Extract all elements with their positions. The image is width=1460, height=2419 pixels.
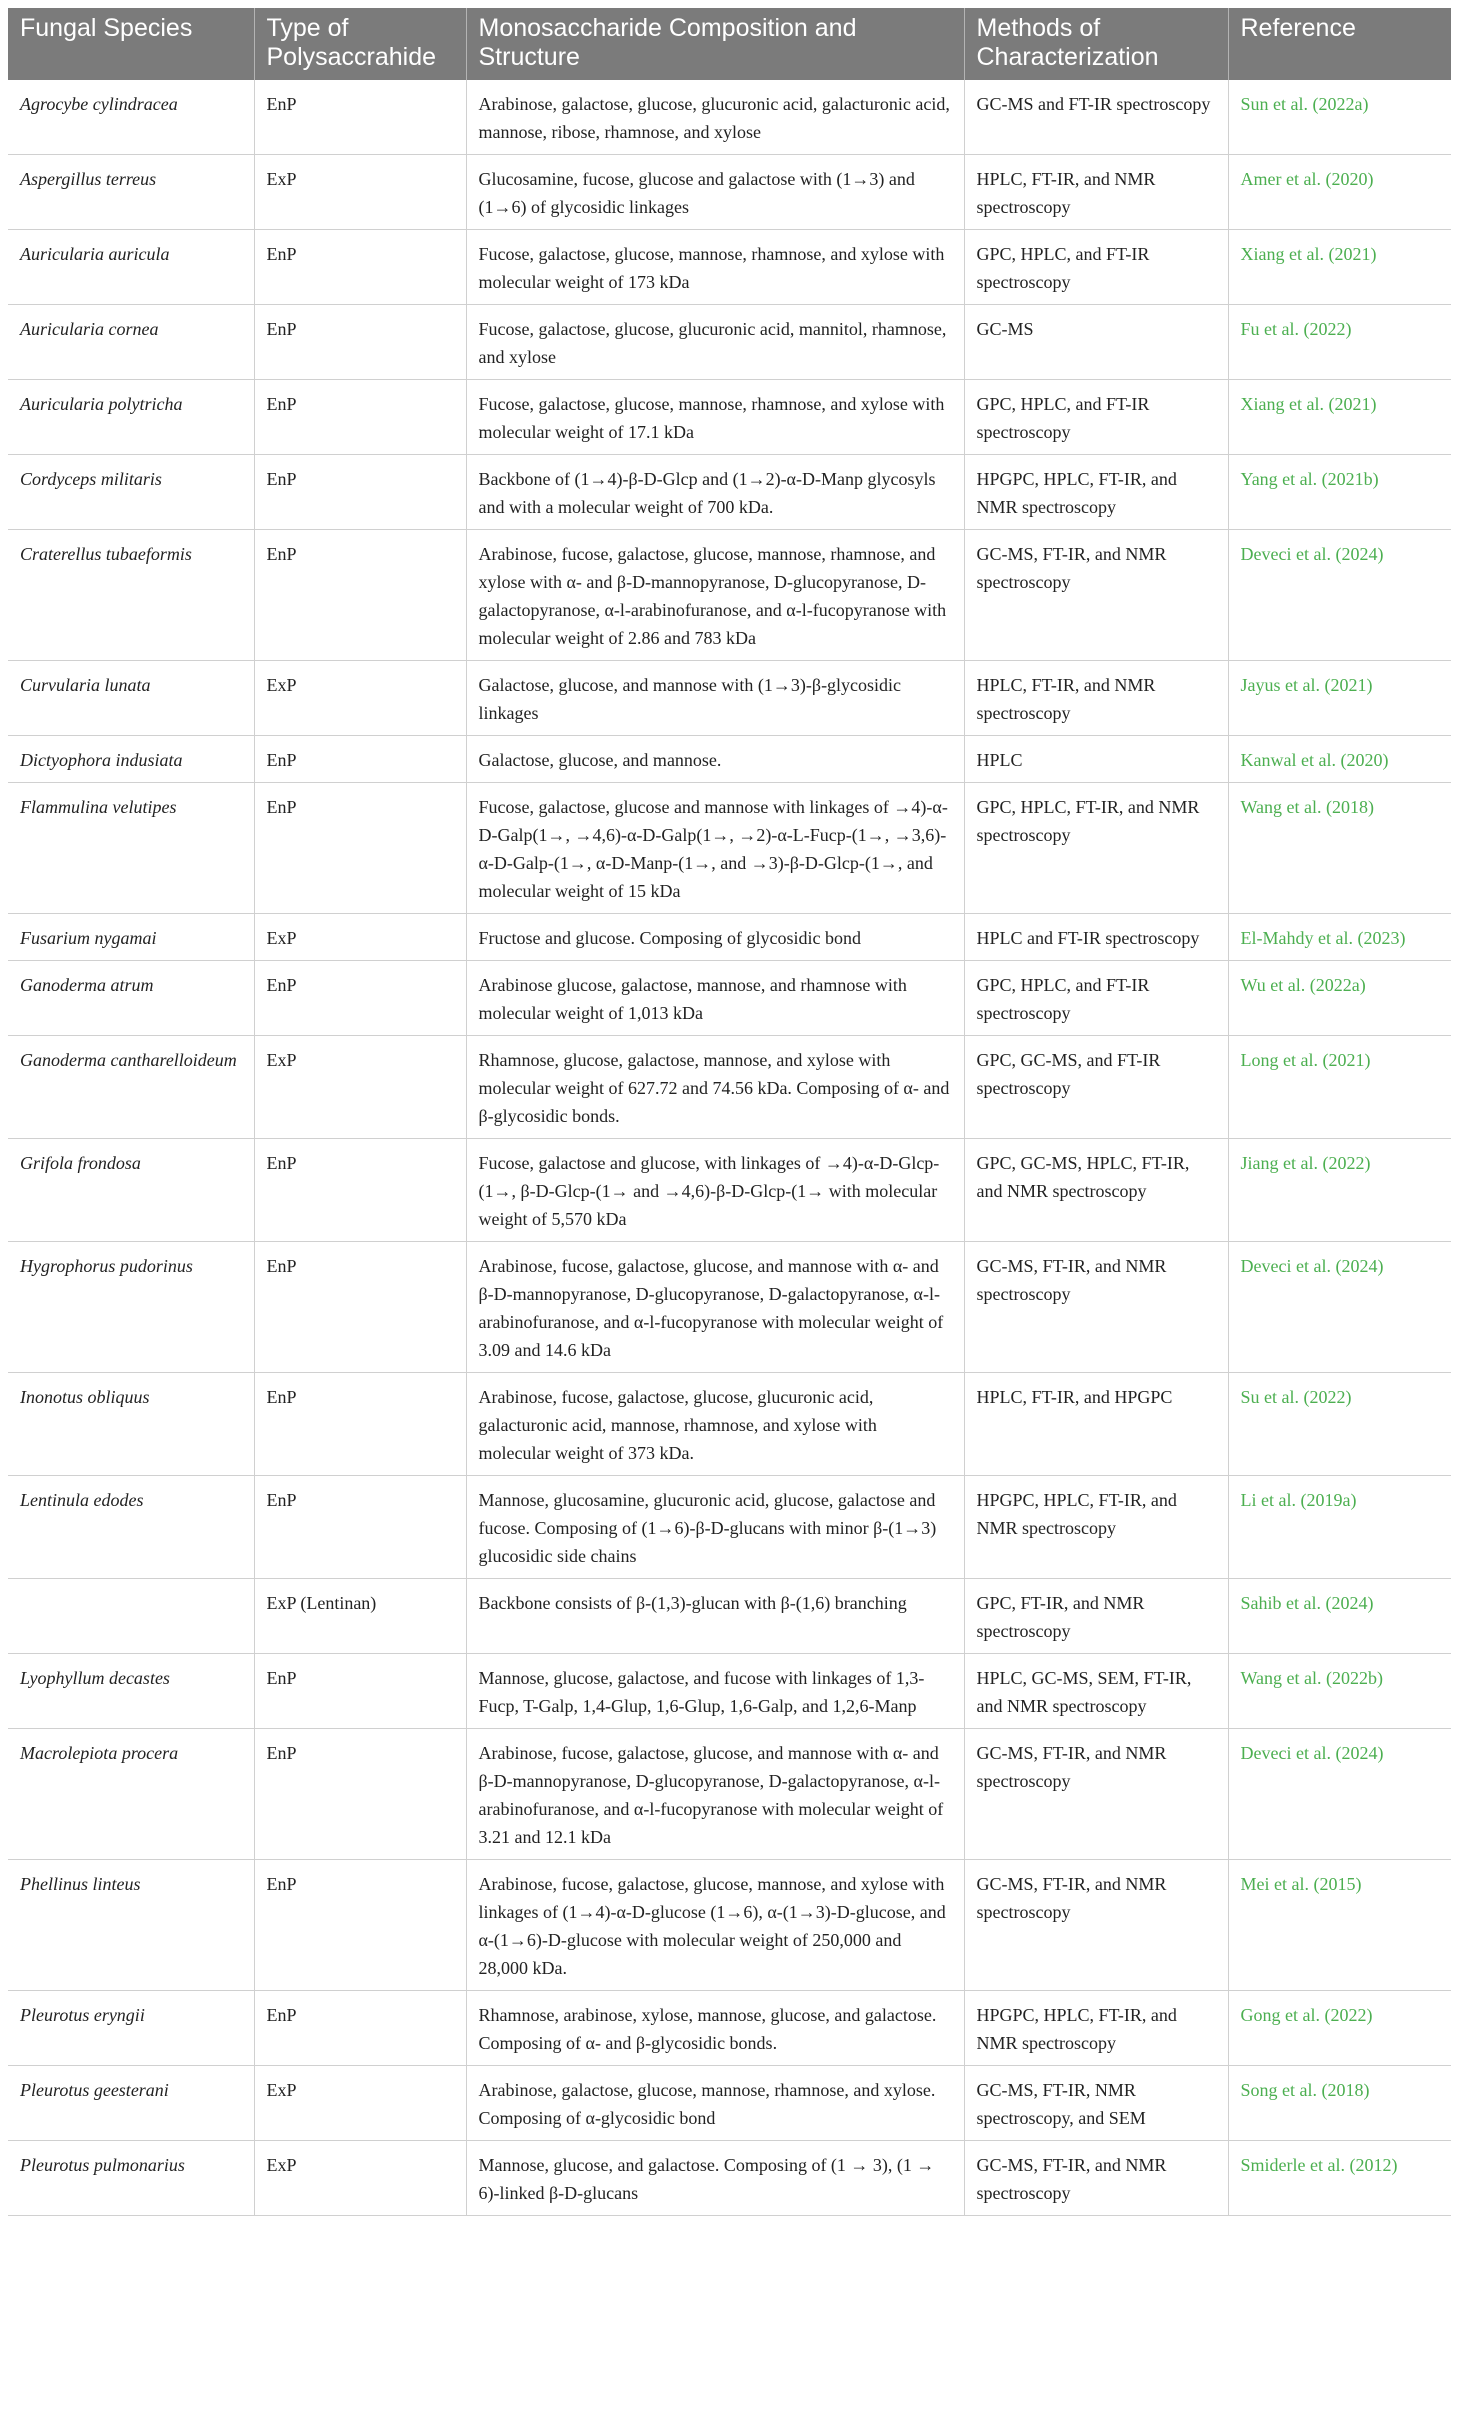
table-row xyxy=(8,530,1451,661)
cell-composition: Backbone of (1→4)-β-D-Glcp and (1→2)-α-D-Manp glycosyls and with a molecular weight of 700 kDa. xyxy=(466,455,964,530)
cell-species: Inonotus obliquus xyxy=(8,1373,254,1476)
cell-composition: Fucose, galactose, glucose, glucuronic acid, mannitol, rhamnose, and xylose xyxy=(466,305,964,380)
cell-type: ExP xyxy=(254,661,466,736)
table-header xyxy=(8,8,1451,80)
cell-composition: Arabinose, galactose, glucose, mannose, rhamnose, and xylose. Composing of α-glycosidic bond xyxy=(466,2066,964,2141)
cell-methods: GC-MS, FT-IR, NMR spectroscopy, and SEM xyxy=(964,2066,1228,2141)
cell-reference[interactable]: Sahib et al. (2024) xyxy=(1228,1579,1451,1654)
cell-methods: GPC, GC-MS, and FT-IR spectroscopy xyxy=(964,1036,1228,1139)
cell-type: EnP xyxy=(254,380,466,455)
header-composition: Monosaccharide Composition and Structure xyxy=(466,8,964,80)
table-row xyxy=(8,230,1451,305)
cell-reference[interactable]: Wang et al. (2022b) xyxy=(1228,1654,1451,1729)
cell-type: EnP xyxy=(254,530,466,661)
cell-type: EnP xyxy=(254,1373,466,1476)
cell-methods: GPC, HPLC, and FT-IR spectroscopy xyxy=(964,230,1228,305)
polysaccharide-table xyxy=(8,8,1451,2216)
cell-species: Dictyophora indusiata xyxy=(8,736,254,783)
table-row xyxy=(8,1654,1451,1729)
cell-methods: HPLC xyxy=(964,736,1228,783)
table-row xyxy=(8,661,1451,736)
cell-reference[interactable]: Xiang et al. (2021) xyxy=(1228,380,1451,455)
table-row xyxy=(8,2141,1451,2216)
table-row xyxy=(8,1579,1451,1654)
cell-species: Grifola frondosa xyxy=(8,1139,254,1242)
cell-type: EnP xyxy=(254,783,466,914)
cell-methods: GPC, HPLC, FT-IR, and NMR spectroscopy xyxy=(964,783,1228,914)
cell-composition: Fucose, galactose, glucose and mannose with linkages of →4)-α-D-Galp(1→, →4,6)-α-D-Galp(1→, →2)-α-L-Fucp-(1→, →3,6)-α-D-Galp-(1→, α-D-Manp-(1→, and →3)-β-D-Glcp-(1→, and molecular weight of 15 kDa xyxy=(466,783,964,914)
cell-reference[interactable]: Deveci et al. (2024) xyxy=(1228,1242,1451,1373)
table-row xyxy=(8,305,1451,380)
cell-methods: GPC, FT-IR, and NMR spectroscopy xyxy=(964,1579,1228,1654)
cell-reference[interactable]: Gong et al. (2022) xyxy=(1228,1991,1451,2066)
header-reference: Reference xyxy=(1228,8,1451,80)
cell-species: Hygrophorus pudorinus xyxy=(8,1242,254,1373)
cell-reference[interactable]: Jayus et al. (2021) xyxy=(1228,661,1451,736)
cell-species: Flammulina velutipes xyxy=(8,783,254,914)
cell-reference[interactable]: Song et al. (2018) xyxy=(1228,2066,1451,2141)
cell-methods: HPGPC, HPLC, FT-IR, and NMR spectroscopy xyxy=(964,455,1228,530)
cell-composition: Galactose, glucose, and mannose with (1→3)-β-glycosidic linkages xyxy=(466,661,964,736)
cell-type: EnP xyxy=(254,1860,466,1991)
table-row xyxy=(8,914,1451,961)
cell-species: Lyophyllum decastes xyxy=(8,1654,254,1729)
cell-composition: Arabinose glucose, galactose, mannose, and rhamnose with molecular weight of 1,013 kDa xyxy=(466,961,964,1036)
cell-species: Auricularia auricula xyxy=(8,230,254,305)
cell-reference[interactable]: Deveci et al. (2024) xyxy=(1228,1729,1451,1860)
cell-species: Lentinula edodes xyxy=(8,1476,254,1579)
cell-methods: HPLC, FT-IR, and NMR spectroscopy xyxy=(964,155,1228,230)
cell-type: ExP (Lentinan) xyxy=(254,1579,466,1654)
cell-reference[interactable]: Sun et al. (2022a) xyxy=(1228,80,1451,155)
cell-composition: Galactose, glucose, and mannose. xyxy=(466,736,964,783)
cell-type: EnP xyxy=(254,961,466,1036)
cell-type: EnP xyxy=(254,1654,466,1729)
cell-type: EnP xyxy=(254,230,466,305)
cell-composition: Arabinose, fucose, galactose, glucose, and mannose with α- and β-D-mannopyranose, D-glucopyranose, D-galactopyranose, α-l-arabinofuranose, and α-l-fucopyranose with molecular weight of 3.09 and 14.6 kDa xyxy=(466,1242,964,1373)
cell-species: Pleurotus eryngii xyxy=(8,1991,254,2066)
cell-methods: HPGPC, HPLC, FT-IR, and NMR spectroscopy xyxy=(964,1476,1228,1579)
cell-methods: GC-MS, FT-IR, and NMR spectroscopy xyxy=(964,1242,1228,1373)
cell-composition: Arabinose, fucose, galactose, glucose, mannose, and xylose with linkages of (1→4)-α-D-glucose (1→6), α-(1→3)-D-glucose, and α-(1→6)-D-glucose with molecular weight of 250,000 and 28,000 kDa. xyxy=(466,1860,964,1991)
cell-species: Ganoderma cantharelloideum xyxy=(8,1036,254,1139)
cell-reference[interactable]: Wu et al. (2022a) xyxy=(1228,961,1451,1036)
cell-methods: HPLC, FT-IR, and HPGPC xyxy=(964,1373,1228,1476)
cell-composition: Arabinose, fucose, galactose, glucose, and mannose with α- and β-D-mannopyranose, D-glucopyranose, D-galactopyranose, α-l-arabinofuranose, and α-l-fucopyranose with molecular weight of 3.21 and 12.1 kDa xyxy=(466,1729,964,1860)
cell-reference[interactable]: Kanwal et al. (2020) xyxy=(1228,736,1451,783)
cell-reference[interactable]: Smiderle et al. (2012) xyxy=(1228,2141,1451,2216)
cell-reference[interactable]: Amer et al. (2020) xyxy=(1228,155,1451,230)
cell-type: ExP xyxy=(254,2066,466,2141)
table-row xyxy=(8,1373,1451,1476)
cell-reference[interactable]: Deveci et al. (2024) xyxy=(1228,530,1451,661)
cell-type: EnP xyxy=(254,1991,466,2066)
cell-reference[interactable]: Su et al. (2022) xyxy=(1228,1373,1451,1476)
header-fungal-species: Fungal Species xyxy=(8,8,254,80)
cell-methods: GC-MS, FT-IR, and NMR spectroscopy xyxy=(964,2141,1228,2216)
cell-reference[interactable]: El-Mahdy et al. (2023) xyxy=(1228,914,1451,961)
cell-composition: Fructose and glucose. Composing of glycosidic bond xyxy=(466,914,964,961)
cell-methods: HPLC, FT-IR, and NMR spectroscopy xyxy=(964,661,1228,736)
cell-species: Fusarium nygamai xyxy=(8,914,254,961)
cell-species: Macrolepiota procera xyxy=(8,1729,254,1860)
cell-composition: Glucosamine, fucose, glucose and galactose with (1→3) and (1→6) of glycosidic linkages xyxy=(466,155,964,230)
cell-composition: Mannose, glucose, and galactose. Composing of (1 → 3), (1 → 6)-linked β-D-glucans xyxy=(466,2141,964,2216)
cell-composition: Backbone consists of β-(1,3)-glucan with β-(1,6) branching xyxy=(466,1579,964,1654)
cell-species: Aspergillus terreus xyxy=(8,155,254,230)
cell-species: Phellinus linteus xyxy=(8,1860,254,1991)
cell-methods: GPC, GC-MS, HPLC, FT-IR, and NMR spectroscopy xyxy=(964,1139,1228,1242)
cell-species: Pleurotus pulmonarius xyxy=(8,2141,254,2216)
header-row xyxy=(8,8,1451,80)
cell-species: Craterellus tubaeformis xyxy=(8,530,254,661)
cell-type: ExP xyxy=(254,155,466,230)
cell-reference[interactable]: Wang et al. (2018) xyxy=(1228,783,1451,914)
table-row xyxy=(8,155,1451,230)
cell-methods: GC-MS xyxy=(964,305,1228,380)
cell-methods: HPLC, GC-MS, SEM, FT-IR, and NMR spectroscopy xyxy=(964,1654,1228,1729)
cell-type: EnP xyxy=(254,736,466,783)
cell-reference[interactable]: Mei et al. (2015) xyxy=(1228,1860,1451,1991)
cell-methods: GC-MS, FT-IR, and NMR spectroscopy xyxy=(964,530,1228,661)
table-row xyxy=(8,455,1451,530)
cell-methods: GC-MS, FT-IR, and NMR spectroscopy xyxy=(964,1860,1228,1991)
cell-species: Curvularia lunata xyxy=(8,661,254,736)
cell-reference[interactable]: Jiang et al. (2022) xyxy=(1228,1139,1451,1242)
table-row xyxy=(8,1729,1451,1860)
cell-methods: HPGPC, HPLC, FT-IR, and NMR spectroscopy xyxy=(964,1991,1228,2066)
cell-reference[interactable]: Fu et al. (2022) xyxy=(1228,305,1451,380)
cell-reference[interactable]: Long et al. (2021) xyxy=(1228,1036,1451,1139)
cell-methods: GC-MS, FT-IR, and NMR spectroscopy xyxy=(964,1729,1228,1860)
cell-methods: GPC, HPLC, and FT-IR spectroscopy xyxy=(964,961,1228,1036)
cell-methods: GC-MS and FT-IR spectroscopy xyxy=(964,80,1228,155)
cell-composition: Rhamnose, arabinose, xylose, mannose, glucose, and galactose. Composing of α- and β-glycosidic bonds. xyxy=(466,1991,964,2066)
cell-type: EnP xyxy=(254,80,466,155)
cell-composition: Fucose, galactose, glucose, mannose, rhamnose, and xylose with molecular weight of 17.1 kDa xyxy=(466,380,964,455)
cell-species: Auricularia cornea xyxy=(8,305,254,380)
cell-composition: Arabinose, galactose, glucose, glucuronic acid, galacturonic acid, mannose, ribose, rhamnose, and xylose xyxy=(466,80,964,155)
table-row xyxy=(8,783,1451,914)
cell-type: EnP xyxy=(254,1242,466,1373)
table-row xyxy=(8,2066,1451,2141)
cell-species: Agrocybe cylindracea xyxy=(8,80,254,155)
cell-species: Auricularia polytricha xyxy=(8,380,254,455)
cell-composition: Fucose, galactose, glucose, mannose, rhamnose, and xylose with molecular weight of 173 kDa xyxy=(466,230,964,305)
cell-composition: Rhamnose, glucose, galactose, mannose, and xylose with molecular weight of 627.72 and 74.56 kDa. Composing of α- and β-glycosidic bonds. xyxy=(466,1036,964,1139)
cell-type: EnP xyxy=(254,1139,466,1242)
cell-type: EnP xyxy=(254,1729,466,1860)
cell-methods: HPLC and FT-IR spectroscopy xyxy=(964,914,1228,961)
table-row xyxy=(8,1476,1451,1579)
cell-type: ExP xyxy=(254,914,466,961)
cell-composition: Arabinose, fucose, galactose, glucose, glucuronic acid, galacturonic acid, mannose, rhamnose, and xylose with molecular weight of 373 kDa. xyxy=(466,1373,964,1476)
table-row xyxy=(8,1139,1451,1242)
cell-type: ExP xyxy=(254,1036,466,1139)
table-row xyxy=(8,736,1451,783)
table-row xyxy=(8,1991,1451,2066)
cell-reference[interactable]: Xiang et al. (2021) xyxy=(1228,230,1451,305)
cell-type: EnP xyxy=(254,1476,466,1579)
table-body xyxy=(8,80,1451,2216)
header-methods: Methods of Characterization xyxy=(964,8,1228,80)
cell-composition: Fucose, galactose and glucose, with linkages of →4)-α-D-Glcp-(1→, β-D-Glcp-(1→ and →4,6)-β-D-Glcp-(1→ with molecular weight of 5,570 kDa xyxy=(466,1139,964,1242)
cell-species: Ganoderma atrum xyxy=(8,961,254,1036)
cell-composition: Mannose, glucosamine, glucuronic acid, glucose, galactose and fucose. Composing of (1→6)-β-D-glucans with minor β-(1→3) glucosidic side chains xyxy=(466,1476,964,1579)
table-row xyxy=(8,380,1451,455)
cell-methods: GPC, HPLC, and FT-IR spectroscopy xyxy=(964,380,1228,455)
cell-reference[interactable]: Li et al. (2019a) xyxy=(1228,1476,1451,1579)
table-row xyxy=(8,1036,1451,1139)
cell-species xyxy=(8,1579,254,1654)
cell-species: Cordyceps militaris xyxy=(8,455,254,530)
cell-reference[interactable]: Yang et al. (2021b) xyxy=(1228,455,1451,530)
cell-type: EnP xyxy=(254,455,466,530)
table-row xyxy=(8,1860,1451,1991)
table-row xyxy=(8,961,1451,1036)
cell-composition: Arabinose, fucose, galactose, glucose, mannose, rhamnose, and xylose with α- and β-D-mannopyranose, D-glucopyranose, D-galactopyranose, α-l-arabinofuranose, and α-l-fucopyranose with molecular weight of 2.86 and 783 kDa xyxy=(466,530,964,661)
header-type: Type of Polysaccrahide xyxy=(254,8,466,80)
table-row xyxy=(8,1242,1451,1373)
cell-type: EnP xyxy=(254,305,466,380)
cell-species: Pleurotus geesterani xyxy=(8,2066,254,2141)
table-row xyxy=(8,80,1451,155)
cell-type: ExP xyxy=(254,2141,466,2216)
cell-composition: Mannose, glucose, galactose, and fucose with linkages of 1,3-Fucp, T-Galp, 1,4-Glup, 1,6-Glup, 1,6-Galp, and 1,2,6-Manp xyxy=(466,1654,964,1729)
